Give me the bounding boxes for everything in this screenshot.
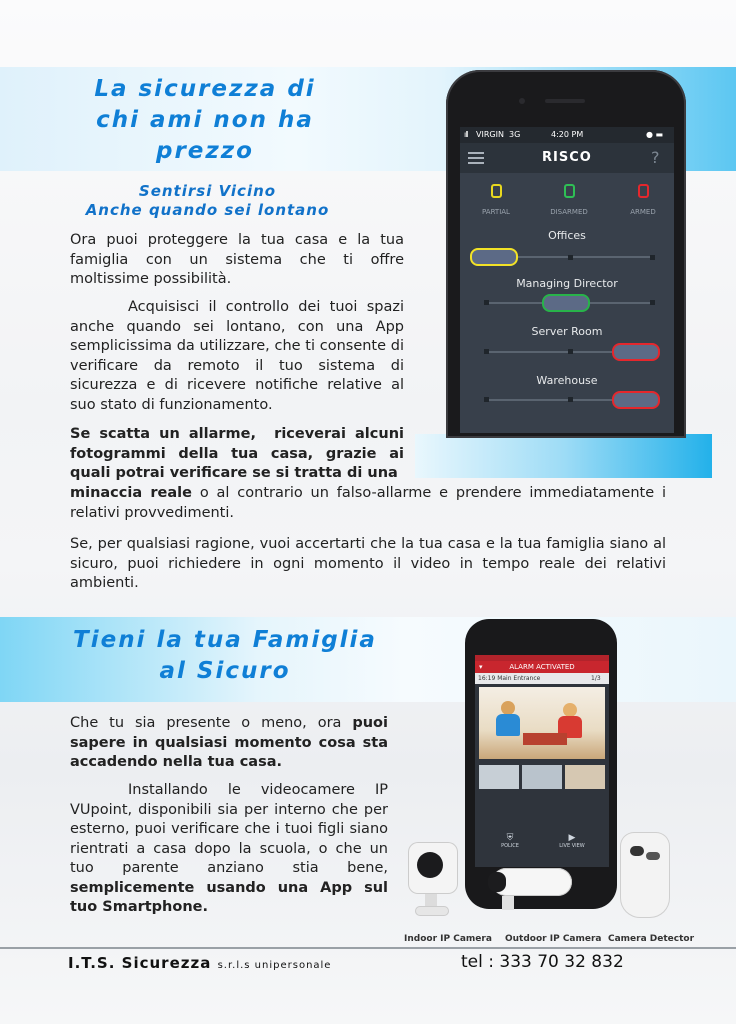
snapshot-thumb[interactable] <box>479 765 519 789</box>
risco-app-screen <box>460 127 674 433</box>
company-label: I.T.S. Sicurezza <box>68 954 212 972</box>
app-logo: RISCO <box>542 150 592 165</box>
mode-partial[interactable] <box>481 184 511 216</box>
section2-title <box>50 625 400 687</box>
subtitle-line: Sentirsi Vicino <box>138 182 277 200</box>
mode-armed[interactable] <box>628 184 658 216</box>
live-view-label: LIVE VIEW <box>559 843 585 849</box>
zone-warehouse-label: Warehouse <box>536 374 598 387</box>
live-view-button[interactable] <box>555 833 589 849</box>
network-label: 3G <box>509 130 521 139</box>
zone-server-label: Server Room <box>531 325 603 338</box>
indoor-camera-image <box>405 842 461 918</box>
lock-icon <box>491 184 502 198</box>
footer-divider <box>0 947 736 949</box>
section2-p1-plain: Che tu sia presente o meno, ora <box>70 715 353 731</box>
outdoor-camera-caption: Outdoor IP Camera <box>505 934 602 944</box>
paragraph-3-cont <box>70 484 666 523</box>
paragraph-3-rest: o al contrario un falso-allarme e prendere immediatamente i relativi provvedimenti. <box>70 485 666 521</box>
mode-label: DISARMED <box>550 208 588 216</box>
mode-label: PARTIAL <box>482 208 510 216</box>
zone-director-toggle[interactable] <box>542 294 590 312</box>
toy-blocks <box>523 733 567 745</box>
camera-detector-image <box>616 832 676 920</box>
track-dot <box>650 300 655 305</box>
title-line: Tieni la tua Famiglia <box>73 627 377 653</box>
section2-p2-plain: Installando le videocamere IP VUpoint, disponibili sia per interno che per esterno, puoi verificare che i tuoi figli siano rientrati a casa dopo la scuola, o che un tuo parente anziano stia bene, <box>70 782 388 876</box>
paragraph-2: Acquisisci il controllo dei tuoi spazi anche quando sei lontano, con una App semplicissima da utilizzare, che ti consente di verificare da remoto il tuo sistema di sicurezza e di ricevere notifiche relative al suo stato di funzionamento. <box>70 299 404 413</box>
play-icon: ▶ <box>568 833 576 843</box>
child-figure <box>563 703 577 717</box>
signal-icon: ıll <box>464 130 468 139</box>
section1-title <box>55 74 355 167</box>
paragraph-4: Se, per qualsiasi ragione, vuoi accertarti che la tua casa e la tua famiglia siano al sicuro, puoi richiedere in ogni momento il video in tempo reale dei relativi ambienti. <box>70 536 666 591</box>
title-line: prezzo <box>156 138 254 164</box>
alarm-header <box>475 661 609 673</box>
hamburger-menu-icon[interactable] <box>468 152 484 164</box>
track-dot <box>568 397 573 402</box>
child-figure <box>496 714 520 736</box>
event-row <box>475 673 609 684</box>
track-dot <box>568 349 573 354</box>
zone-warehouse-toggle[interactable] <box>612 391 660 409</box>
event-counter: 1/3 <box>591 675 601 682</box>
police-label: POLICE <box>501 843 519 849</box>
paragraph-1: Ora puoi proteggere la tua casa e la tua famiglia con un sistema che ti offre moltissime possibilità. <box>70 232 404 287</box>
title-line: chi ami non ha <box>96 107 314 133</box>
zone-director-label: Managing Director <box>516 277 618 290</box>
company-name <box>68 954 331 972</box>
event-label: 16:19 Main Entrance <box>478 675 541 682</box>
lock-icon <box>638 184 649 198</box>
battery-icon: ● ▬ <box>646 130 664 139</box>
phone-number[interactable]: tel : 333 70 32 832 <box>461 952 624 972</box>
carrier-label: VIRGIN <box>476 130 504 139</box>
section2-paragraph-1 <box>70 714 388 773</box>
track-dot <box>484 300 489 305</box>
unlock-icon <box>564 184 575 198</box>
zone-offices-toggle[interactable] <box>470 248 518 266</box>
track-dot <box>650 255 655 260</box>
title-line: La sicurezza di <box>94 76 316 102</box>
clock-label: 4:20 PM <box>551 130 584 139</box>
title-line: al Sicuro <box>159 658 291 684</box>
snapshot-thumb[interactable] <box>565 765 605 789</box>
snapshot-main[interactable] <box>479 687 605 759</box>
paragraph-3 <box>70 425 404 484</box>
shield-icon: ⛨ <box>506 833 514 843</box>
zone-server-toggle[interactable] <box>612 343 660 361</box>
subtitle-line: Anche quando sei lontano <box>85 201 330 219</box>
status-bar <box>460 127 674 143</box>
police-button[interactable] <box>497 833 523 849</box>
track-dot <box>484 349 489 354</box>
app-bar <box>460 143 674 173</box>
track-dot <box>568 255 573 260</box>
paragraph-3-bold: Se scatta un allarme, riceverai alcuni fotogrammi della tua casa, grazie ai quali potrai verificare se si tratta di una <box>70 426 404 481</box>
track-dot <box>484 397 489 402</box>
camera-icon <box>519 98 525 104</box>
child-figure <box>501 701 515 715</box>
section1-subtitle <box>55 182 360 220</box>
alarm-app-screen <box>475 655 609 867</box>
zone-offices-label: Offices <box>548 229 586 242</box>
snapshot-thumb[interactable] <box>522 765 562 789</box>
arm-modes <box>478 184 658 224</box>
alarm-title: ALARM ACTIVATED <box>509 663 575 671</box>
section2-p1-bold: puoi sapere in qualsiasi momento cosa sta accadendo nella tua casa. <box>70 715 388 770</box>
section2-p2-bold: semplicemente usando una App sul tuo Smartphone. <box>70 879 388 915</box>
speaker-icon <box>545 99 585 103</box>
help-icon[interactable]: ? <box>651 148 660 167</box>
outdoor-camera-image <box>486 862 582 914</box>
company-suffix: s.r.l.s unipersonale <box>217 960 332 971</box>
back-icon[interactable]: ▾ <box>479 663 483 671</box>
section2-paragraph-2 <box>70 781 388 918</box>
mode-disarmed[interactable] <box>544 184 594 216</box>
indoor-camera-caption: Indoor IP Camera <box>404 934 492 944</box>
accent-banner <box>415 434 712 478</box>
mode-label: ARMED <box>630 208 656 216</box>
camera-detector-caption: Camera Detector <box>608 934 695 944</box>
threat-phrase: minaccia reale <box>70 485 192 501</box>
